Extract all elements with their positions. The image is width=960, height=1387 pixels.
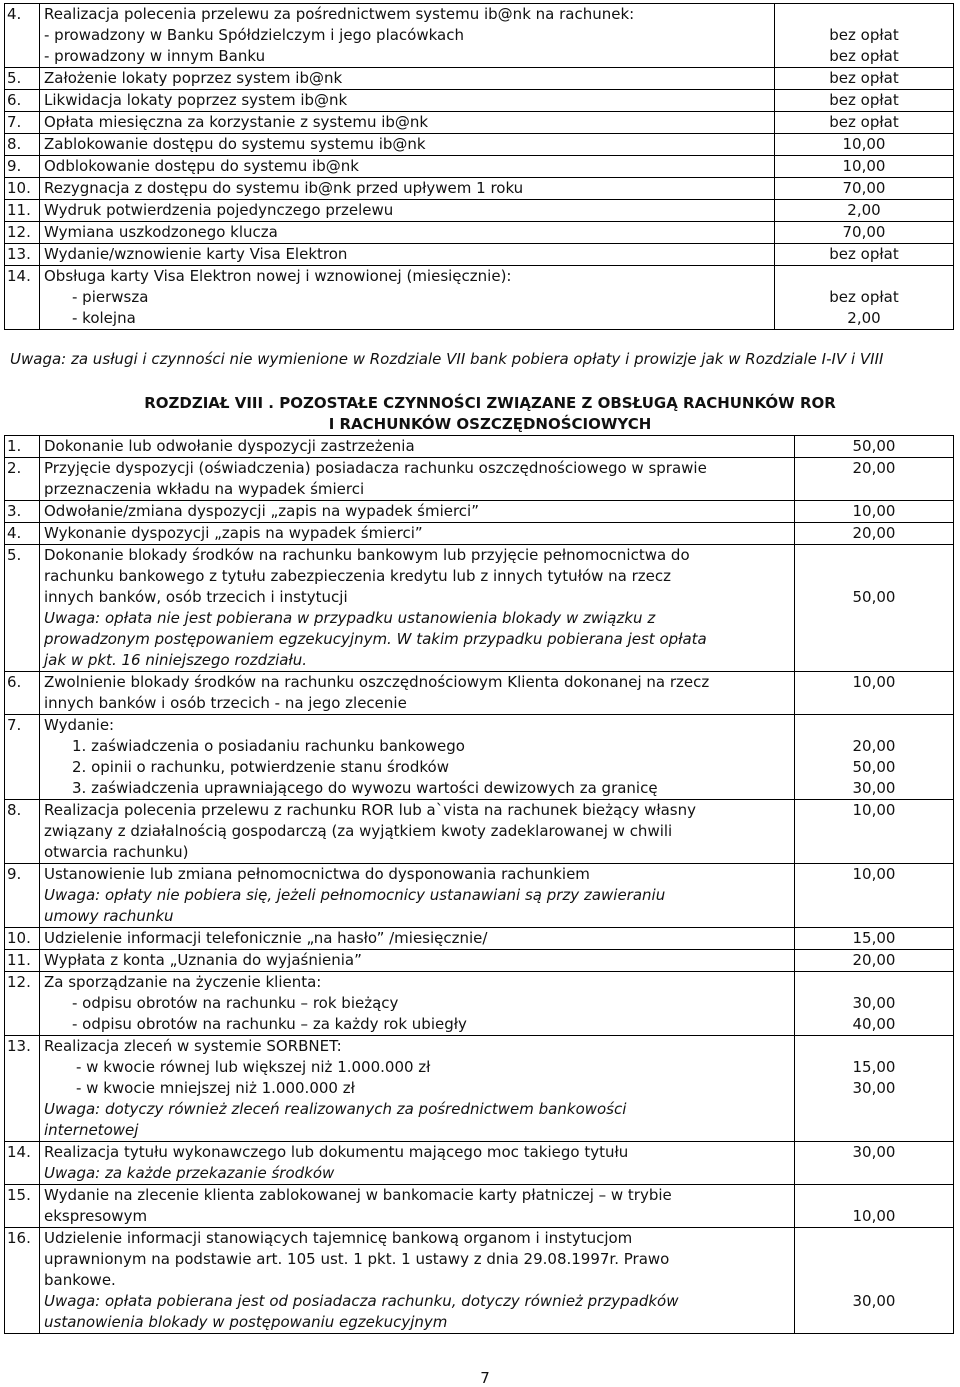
row-fee [795,458,954,501]
fee-value: bez opłat [829,47,899,65]
fee-value: 10,00 [842,157,886,175]
row-fee [775,200,954,222]
page-number: 7 [480,1369,490,1387]
fee-value [799,1228,949,1249]
description-line: Wydanie/wznowienie karty Visa Elektron [44,245,348,263]
row-description [40,68,775,90]
description-line: Likwidacja lokaty poprzez system ib@nk [44,91,348,109]
table-row [5,1228,954,1334]
fee-value: bez opłat [829,288,899,306]
fee-value: bez opłat [829,69,899,87]
row-fee [775,266,954,330]
table-row [5,864,954,928]
description-line: - odpisu obrotów na rachunku – za każdy rok ubiegły [72,1015,467,1033]
description-line: Dokonanie lub odwołanie dyspozycji zastrzeżenia [44,437,415,455]
table-row [5,112,954,134]
description-line: Wypłata z konta „Uznania do wyjaśnienia” [44,951,362,969]
description-line: - pierwsza [72,288,149,306]
row-number: 8. [5,134,40,156]
fee-value [799,693,949,714]
description-line: Uwaga: za każde przekazanie środków [44,1164,335,1182]
row-number: 7. [5,715,40,800]
row-number: 11. [5,200,40,222]
description-line: bankowe. [44,1271,116,1289]
row-description [40,4,775,68]
fee-value: 30,00 [852,1143,896,1161]
description-line: Uwaga: opłata nie jest pobierana w przypadku ustanowienia blokady w związku z [44,609,656,627]
fee-value: 10,00 [852,865,896,883]
description-line: 3. zaświadczenia uprawniającego do wywozu wartości dewizowych za granicę [72,779,658,797]
row-description [40,90,775,112]
description-line: Uwaga: dotyczy również zleceń realizowanych za pośrednictwem bankowości [44,1100,627,1118]
table-row [5,928,954,950]
row-number: 16. [5,1228,40,1334]
fee-value [799,608,949,629]
description-line: Wydanie na zlecenie klienta zablokowanej w bankomacie karty płatniczej – w trybie [44,1186,672,1204]
description-line: Rezygnacja z dostępu do systemu ib@nk przed upływem 1 roku [44,179,524,197]
row-number: 3. [5,501,40,523]
table-row [5,436,954,458]
fee-value: 10,00 [852,502,896,520]
row-description [40,1185,795,1228]
fee-table-ibank [4,3,954,330]
description-line: Odblokowanie dostępu do systemu ib@nk [44,157,359,175]
row-number: 6. [5,672,40,715]
fee-value [799,821,949,842]
row-description [40,928,795,950]
description-line: innych banków, osób trzecich i instytucji [44,588,348,606]
row-fee [795,864,954,928]
description-line: Realizacja polecenia przelewu za pośrednictwem systemu ib@nk na rachunek: [44,5,635,23]
row-description [40,950,795,972]
description-line: internetowej [44,1121,139,1139]
row-fee [795,501,954,523]
row-fee [795,950,954,972]
table-row [5,156,954,178]
fee-value: 15,00 [852,929,896,947]
row-fee [775,222,954,244]
row-fee [795,436,954,458]
fee-value: 20,00 [852,951,896,969]
fee-value: 10,00 [852,673,896,691]
description-line: - kolejna [72,309,136,327]
description-line: Odwołanie/zmiana dyspozycji „zapis na wypadek śmierci” [44,502,479,520]
row-fee [775,68,954,90]
row-description [40,864,795,928]
table-row [5,950,954,972]
description-line: ekspresowym [44,1207,148,1225]
row-number: 11. [5,950,40,972]
fee-value [799,650,949,671]
row-number: 9. [5,156,40,178]
table-row [5,200,954,222]
description-line: Wykonanie dyspozycji „zapis na wypadek śmierci” [44,524,423,542]
description-line: innych banków i osób trzecich - na jego zlecenie [44,694,407,712]
table-row [5,4,954,68]
row-description [40,244,775,266]
row-description [40,222,775,244]
description-line: Zwolnienie blokady środków na rachunku oszczędnościowym Klienta dokonanej na rzecz [44,673,710,691]
row-fee [795,715,954,800]
row-description [40,800,795,864]
fee-value: 2,00 [847,201,881,219]
row-number: 5. [5,68,40,90]
row-number: 13. [5,244,40,266]
fee-value [799,715,949,736]
fee-table-ror [4,435,954,1334]
description-line: - odpisu obrotów na rachunku – rok bieżący [72,994,399,1012]
row-fee [775,134,954,156]
fee-value: 30,00 [852,994,896,1012]
row-description [40,1142,795,1185]
table-row [5,90,954,112]
row-number: 4. [5,4,40,68]
description-line: 2. opinii o rachunku, potwierdzenie stanu środków [72,758,449,776]
row-number: 5. [5,545,40,672]
description-line: Założenie lokaty poprzez system ib@nk [44,69,343,87]
fee-value [799,1163,949,1184]
fee-value: 70,00 [842,223,886,241]
fee-value: 50,00 [852,758,896,776]
table-row [5,1185,954,1228]
row-description [40,266,775,330]
fee-value: bez opłat [829,91,899,109]
row-description [40,672,795,715]
row-fee [795,1142,954,1185]
description-line: Udzielenie informacji telefonicznie „na hasło” /miesięcznie/ [44,929,488,947]
row-description [40,134,775,156]
fee-value: 40,00 [852,1015,896,1033]
table-row [5,672,954,715]
chapter-heading-line2: I RACHUNKÓW OSZCZĘDNOŚCIOWYCH [328,415,652,433]
row-fee [775,178,954,200]
row-number: 6. [5,90,40,112]
row-number: 1. [5,436,40,458]
fee-value: 30,00 [852,1079,896,1097]
row-fee [795,672,954,715]
description-line: - prowadzony w Banku Spółdzielczym i jego placówkach [44,26,464,44]
description-line: Zablokowanie dostępu do systemu systemu ib@nk [44,135,426,153]
description-line: otwarcia rachunku) [44,843,189,861]
fee-value [799,1249,949,1270]
fee-value: 10,00 [852,1207,896,1225]
description-line: Wymiana uszkodzonego klucza [44,223,278,241]
description-line: przeznaczenia wkładu na wypadek śmierci [44,480,365,498]
fee-value: 20,00 [852,737,896,755]
fee-value: bez opłat [829,26,899,44]
description-line: - w kwocie równej lub większej niż 1.000.000 zł [76,1058,431,1076]
row-description [40,972,795,1036]
table-row [5,222,954,244]
fee-value: 15,00 [852,1058,896,1076]
fee-value [799,906,949,927]
row-description [40,200,775,222]
row-description [40,1228,795,1334]
row-number: 14. [5,266,40,330]
row-description [40,715,795,800]
description-line: Realizacja polecenia przelewu z rachunku ROR lub a`vista na rachunek bieżący własny [44,801,696,819]
row-fee [795,523,954,545]
table-row [5,266,954,330]
row-number: 8. [5,800,40,864]
fee-value [799,885,949,906]
row-fee [795,928,954,950]
table-row [5,501,954,523]
table-row [5,68,954,90]
fee-value: 20,00 [852,459,896,477]
description-line: ustanowienia blokady w postępowaniu egzekucyjnym [44,1313,448,1331]
row-fee [795,1185,954,1228]
row-description [40,178,775,200]
row-description [40,436,795,458]
row-fee [795,972,954,1036]
description-line: Uwaga: opłata pobierana jest od posiadacza rachunku, dotyczy również przypadków [44,1292,679,1310]
table-row [5,715,954,800]
fee-value: 20,00 [852,524,896,542]
fee-value [799,1099,949,1120]
description-line: prowadzonym postępowaniem egzekucyjnym. W takim przypadku pobierana jest opłata [44,630,707,648]
row-number: 15. [5,1185,40,1228]
row-number: 4. [5,523,40,545]
description-line: Opłata miesięczna za korzystanie z systemu ib@nk [44,113,429,131]
fee-value: 50,00 [852,437,896,455]
description-line: Obsługa karty Visa Elektron nowej i wznowionej (miesięcznie): [44,267,512,285]
chapter-heading [0,393,960,435]
row-fee [795,1228,954,1334]
row-fee [795,800,954,864]
table-row [5,134,954,156]
row-description [40,523,795,545]
fee-value: 2,00 [847,309,881,327]
fee-value [799,1036,949,1057]
table-row [5,523,954,545]
description-line: rachunku bankowego z tytułu zabezpieczenia kredytu lub z innych tytułów na rzecz [44,567,672,585]
row-description [40,545,795,672]
row-fee [775,90,954,112]
table-row [5,458,954,501]
row-fee [775,244,954,266]
description-line: - prowadzony w innym Banku [44,47,266,65]
row-fee [775,4,954,68]
row-fee [775,156,954,178]
description-line: uprawnionym na podstawie art. 105 ust. 1 pkt. 1 ustawy z dnia 29.08.1997r. Prawo [44,1250,670,1268]
row-description [40,1036,795,1142]
fee-value [799,629,949,650]
description-line: Udzielenie informacji stanowiących tajemnicę bankową organom i instytucjom [44,1229,633,1247]
row-number: 10. [5,178,40,200]
row-number: 10. [5,928,40,950]
row-number: 14. [5,1142,40,1185]
row-number: 13. [5,1036,40,1142]
fee-value: 70,00 [842,179,886,197]
fee-value: 10,00 [852,801,896,819]
table-row [5,1036,954,1142]
fee-value: 10,00 [842,135,886,153]
row-number: 7. [5,112,40,134]
table-row [5,178,954,200]
fee-value: 30,00 [852,1292,896,1310]
description-line: Dokonanie blokady środków na rachunku bankowym lub przyjęcie pełnomocnictwa do [44,546,690,564]
chapter-heading-line1: ROZDZIAŁ VIII . POZOSTAŁE CZYNNOŚCI ZWIĄZANE Z OBSŁUGĄ RACHUNKÓW ROR [144,394,836,412]
row-description [40,112,775,134]
table-row [5,244,954,266]
row-number: 9. [5,864,40,928]
row-number: 12. [5,972,40,1036]
row-fee [795,1036,954,1142]
fee-value: bez opłat [829,245,899,263]
description-line: Ustanowienie lub zmiana pełnomocnictwa do dysponowania rachunkiem [44,865,590,883]
description-line: Uwaga: opłaty nie pobiera się, jeżeli pełnomocnicy ustanawiani są przy zawieraniu [44,886,666,904]
description-line: umowy rachunku [44,907,174,925]
description-line: Przyjęcie dyspozycji (oświadczenia) posiadacza rachunku oszczędnościowego w sprawie [44,459,707,477]
description-line: - w kwocie mniejszej niż 1.000.000 zł [76,1079,355,1097]
fee-value [799,972,949,993]
fee-value: 30,00 [852,779,896,797]
table-row [5,1142,954,1185]
fee-value [799,545,949,566]
description-line: 1. zaświadczenia o posiadaniu rachunku bankowego [72,737,465,755]
fee-value [799,1120,949,1141]
fee-value [799,1185,949,1206]
table-row [5,545,954,672]
fee-value [799,842,949,863]
fee-value [799,1312,949,1333]
description-line: Realizacja zleceń w systemie SORBNET: [44,1037,342,1055]
note-text: Uwaga: za usługi i czynności nie wymienione w Rozdziale VII bank pobiera opłaty i prowizje jak w Rozdziale I-IV i VIII [10,350,884,368]
row-fee [795,545,954,672]
row-description [40,501,795,523]
row-description [40,156,775,178]
description-line: Realizacja tytułu wykonawczego lub dokumentu mającego moc takiego tytułu [44,1143,629,1161]
fee-value [799,1270,949,1291]
row-fee [775,112,954,134]
fee-value [799,566,949,587]
description-line: związany z działalnością gospodarczą (za wyjątkiem kwoty zadeklarowanej w chwili [44,822,673,840]
fee-value: bez opłat [829,113,899,131]
description-line: Za sporządzanie na życzenie klienta: [44,973,322,991]
fee-value [799,479,949,500]
row-number: 12. [5,222,40,244]
table-row [5,972,954,1036]
description-line: Wydanie: [44,716,115,734]
fee-value [779,266,949,287]
description-line: jak w pkt. 16 niniejszego rozdziału. [44,651,308,669]
table-row [5,800,954,864]
row-description [40,458,795,501]
fee-value [779,4,949,25]
description-line: Wydruk potwierdzenia pojedynczego przelewu [44,201,394,219]
row-number: 2. [5,458,40,501]
fee-value: 50,00 [852,588,896,606]
